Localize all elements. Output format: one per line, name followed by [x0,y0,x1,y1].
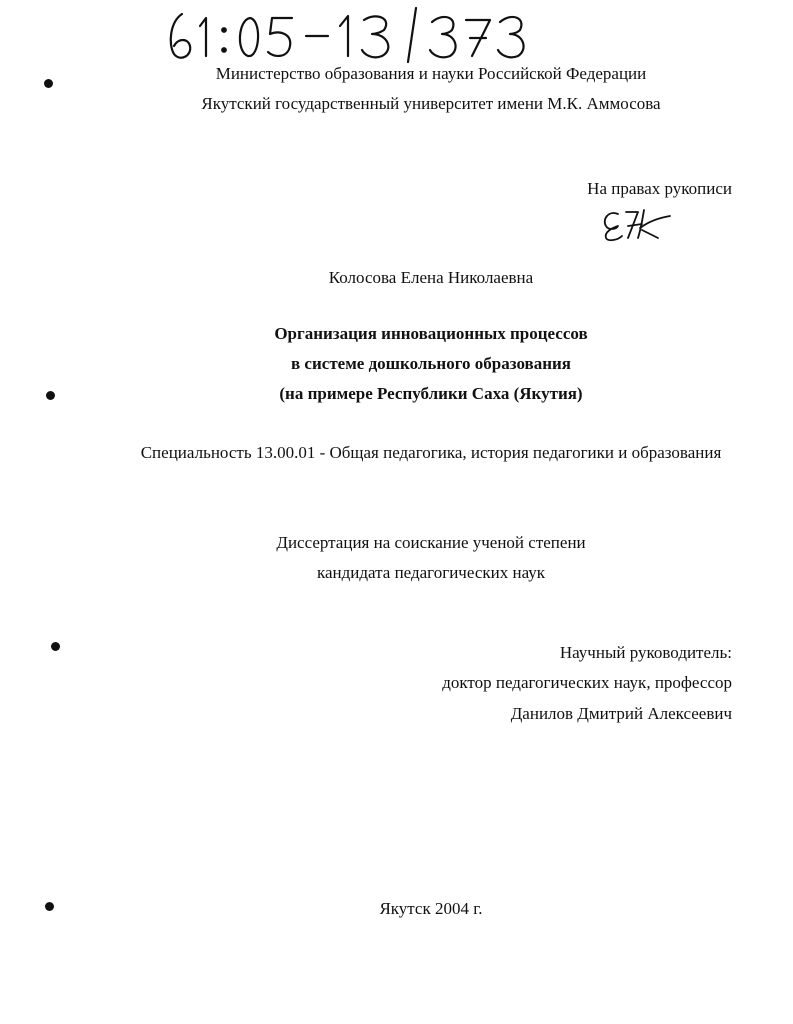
supervisor-label: Научный руководитель: [559,643,732,662]
university-name: Якутский государственный университет имени М.К. Аммосова [201,94,661,113]
dissertation-title-line-1: Организация инновационных процессов [274,324,588,343]
author-name: Колосова Елена Николаевна [328,268,534,287]
dissertation-degree-line-1: Диссертация на соискание ученой степени [276,533,586,552]
supervisor-name: Данилов Дмитрий Алексеевич [510,704,732,723]
handwritten-signature [598,204,676,244]
dissertation-title-line-3: (на примере Республики Саха (Якутия) [279,384,583,403]
punch-hole-3 [51,642,60,651]
handwritten-catalog-number [160,4,540,64]
city-year: Якутск 2004 г. [379,899,483,918]
ministry-name: Министерство образования и науки Российской Федерации [215,64,647,83]
specialty: Специальность 13.00.01 - Общая педагогика, история педагогики и образования [140,443,722,462]
supervisor-degree: доктор педагогических наук, профессор [442,673,732,692]
dissertation-degree-line-2: кандидата педагогических наук [316,563,546,582]
rights-note: На правах рукописи [587,179,732,198]
dissertation-title-line-2: в системе дошкольного образования [291,354,571,373]
